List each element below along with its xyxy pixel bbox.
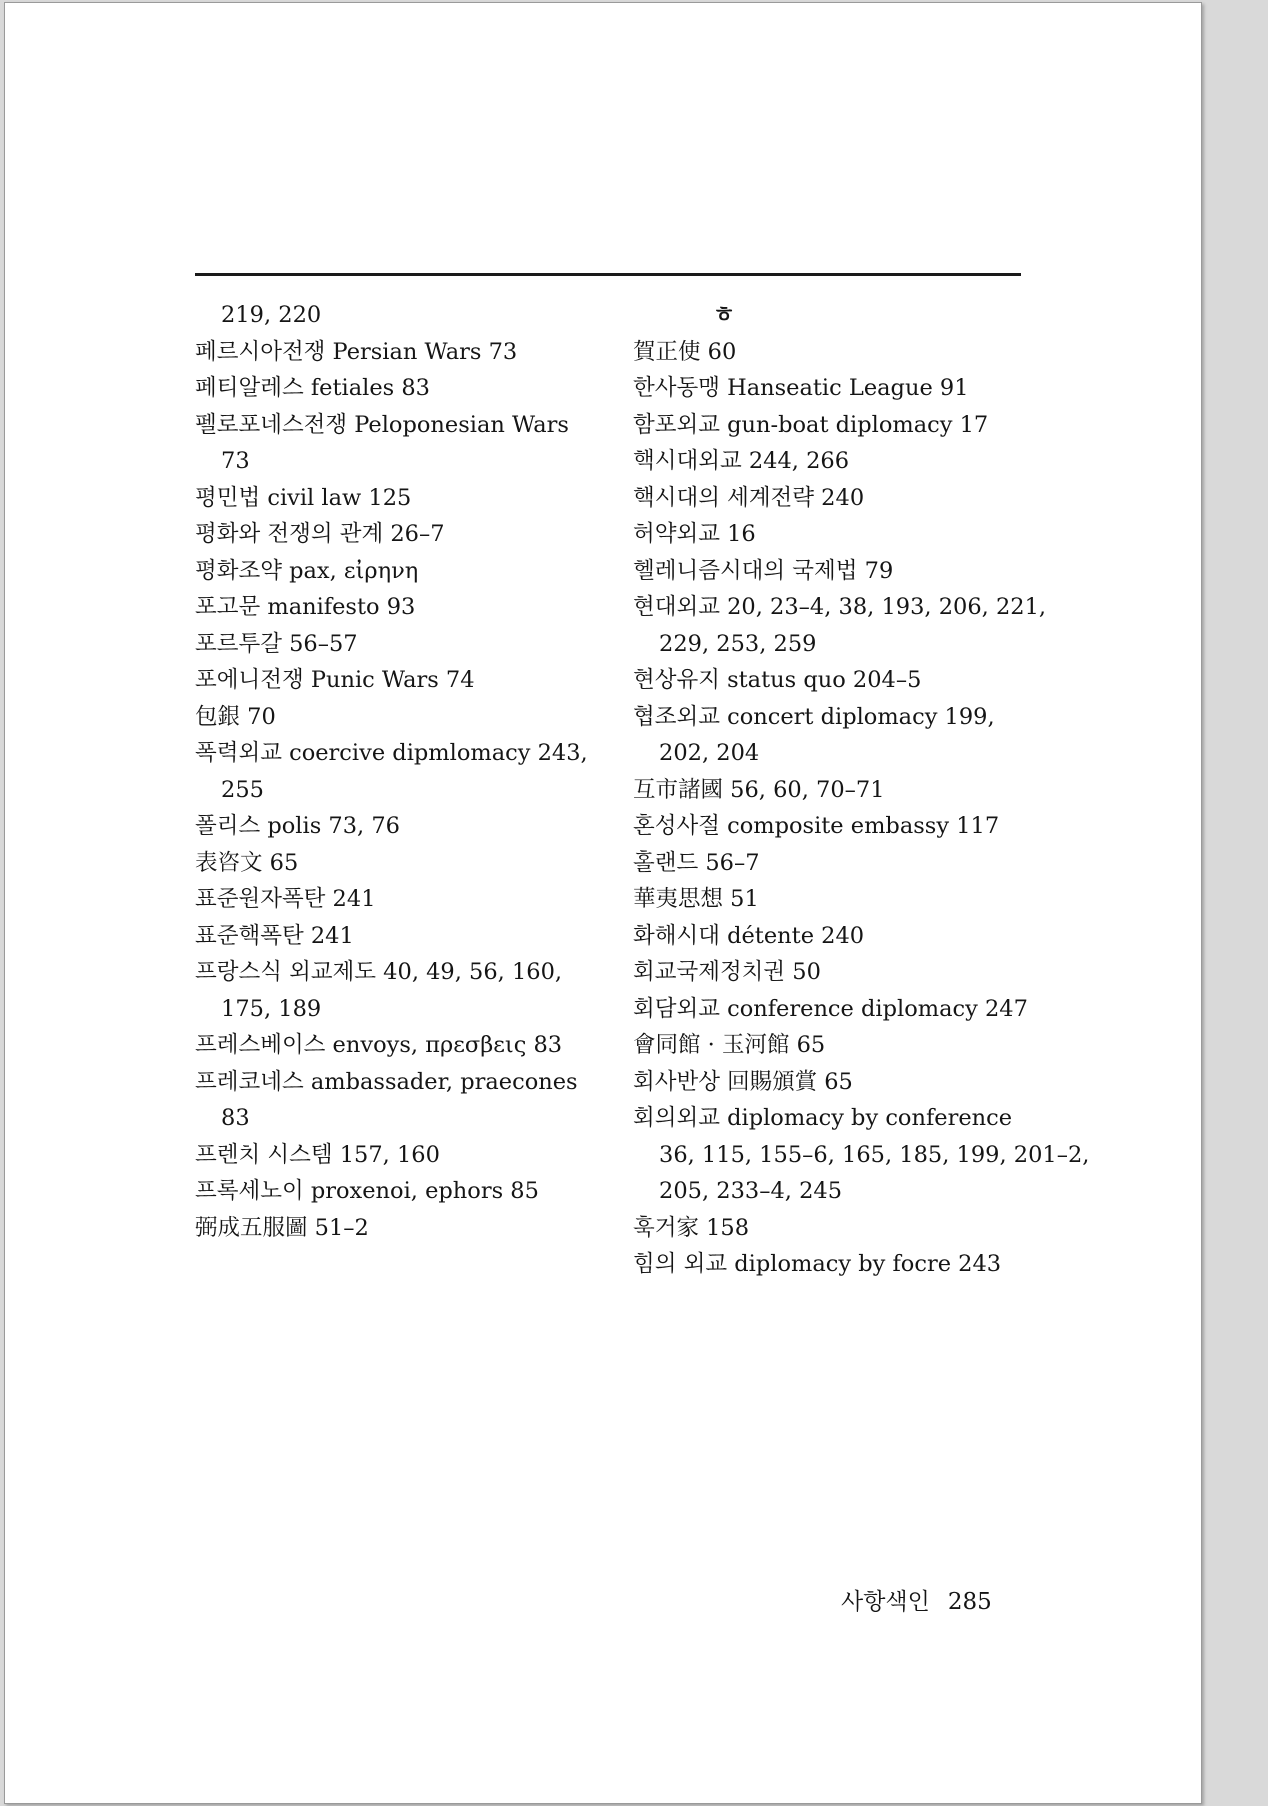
section-letter-heading: ㅎ [713, 302, 735, 328]
index-entry: 포고문 manifesto 93 [195, 594, 416, 620]
index-entry: 포르투갈 56–57 [195, 630, 358, 657]
index-entry: 혼성사절 composite embassy 117 [633, 813, 1000, 839]
index-entry: 평화조약 pax, εἰρηνη [195, 557, 419, 584]
index-entry: 219, 220 [221, 302, 322, 328]
index-entry: 會同館 · 玉河館 65 [633, 1032, 826, 1058]
index-entry: 회교국제정치권 50 [633, 959, 821, 985]
index-entry: 평민법 civil law 125 [195, 484, 412, 511]
index-entry: 한사동맹 Hanseatic League 91 [633, 375, 969, 401]
index-entry: 페르시아전쟁 Persian Wars 73 [195, 338, 518, 365]
page-number: 285 [947, 1589, 992, 1615]
index-entry: 36, 115, 155–6, 165, 185, 199, 201–2, [659, 1141, 1090, 1168]
index-entry: 표준원자폭탄 241 [195, 886, 376, 912]
index-entry: 255 [221, 776, 264, 803]
index-entry: 83 [221, 1105, 250, 1131]
index-entry: 훅거家 158 [633, 1214, 750, 1241]
index-entry: 홀랜드 56–7 [633, 849, 760, 876]
index-entry: 表咨文 65 [195, 849, 299, 876]
running-footer-title: 사항색인 [841, 1589, 930, 1615]
index-entry: 평화와 전쟁의 관계 26–7 [195, 521, 445, 547]
index-entry: 포에니전쟁 Punic Wars 74 [195, 667, 475, 693]
index-entry: 표준핵폭탄 241 [195, 922, 354, 949]
index-entry: 賀正使 60 [633, 338, 737, 365]
index-entry: 핵시대의 세계전략 240 [633, 484, 865, 511]
index-entry: 헬레니즘시대의 국제법 79 [633, 557, 894, 584]
index-entry: 包銀 70 [195, 703, 276, 730]
index-entry: 힘의 외교 diplomacy by focre 243 [633, 1251, 1002, 1277]
index-entry: 현대외교 20, 23–4, 38, 193, 206, 221, [633, 594, 1047, 620]
index-entry: 협조외교 concert diplomacy 199, [633, 703, 995, 730]
index-entry: 허약외교 16 [633, 521, 756, 547]
index-entry: 화해시대 détente 240 [633, 922, 865, 949]
index-entry: 폴리스 polis 73, 76 [195, 813, 400, 839]
index-entry: 프렌치 시스템 157, 160 [195, 1141, 440, 1168]
index-entry: 페티알레스 fetiales 83 [195, 375, 430, 401]
index-column-right [633, 297, 1090, 1283]
index-entry: 華夷思想 51 [633, 886, 759, 912]
header-rule [195, 273, 1021, 276]
index-entry: 프레스베이스 envoys, πρεσβεις 83 [195, 1032, 563, 1058]
index-entry: 회의외교 diplomacy by conference [633, 1105, 1013, 1131]
index-entry: 현상유지 status quo 204–5 [633, 667, 922, 693]
index-entry: 202, 204 [659, 740, 760, 766]
index-entry: 폭력외교 coercive dipmlomacy 243, [195, 740, 588, 766]
index-column-left [195, 297, 595, 1246]
index-entry: 互市諸國 56, 60, 70–71 [633, 776, 885, 803]
index-entry: 弼成五服圖 51–2 [195, 1214, 369, 1241]
index-entry: 회담외교 conference diplomacy 247 [633, 995, 1028, 1022]
index-entry: 229, 253, 259 [659, 630, 817, 657]
index-entry: 프랑스식 외교제도 40, 49, 56, 160, [195, 959, 563, 985]
index-entry: 프록세노이 proxenoi, ephors 85 [195, 1178, 539, 1204]
index-entry: 205, 233–4, 245 [659, 1178, 843, 1204]
index-entry: 펠로포네스전쟁 Peloponesian Wars [195, 411, 569, 438]
index-entry: 핵시대외교 244, 266 [633, 448, 850, 474]
index-entry: 프레코네스 ambassader, praecones [195, 1068, 578, 1095]
index-entry: 175, 189 [221, 995, 322, 1022]
index-entry: 회사반상 回賜頒賞 65 [633, 1068, 853, 1095]
index-entry: 함포외교 gun-boat diplomacy 17 [633, 411, 989, 438]
index-page [4, 2, 1202, 1804]
page-footer [841, 1583, 992, 1616]
index-entry: 73 [221, 448, 250, 474]
